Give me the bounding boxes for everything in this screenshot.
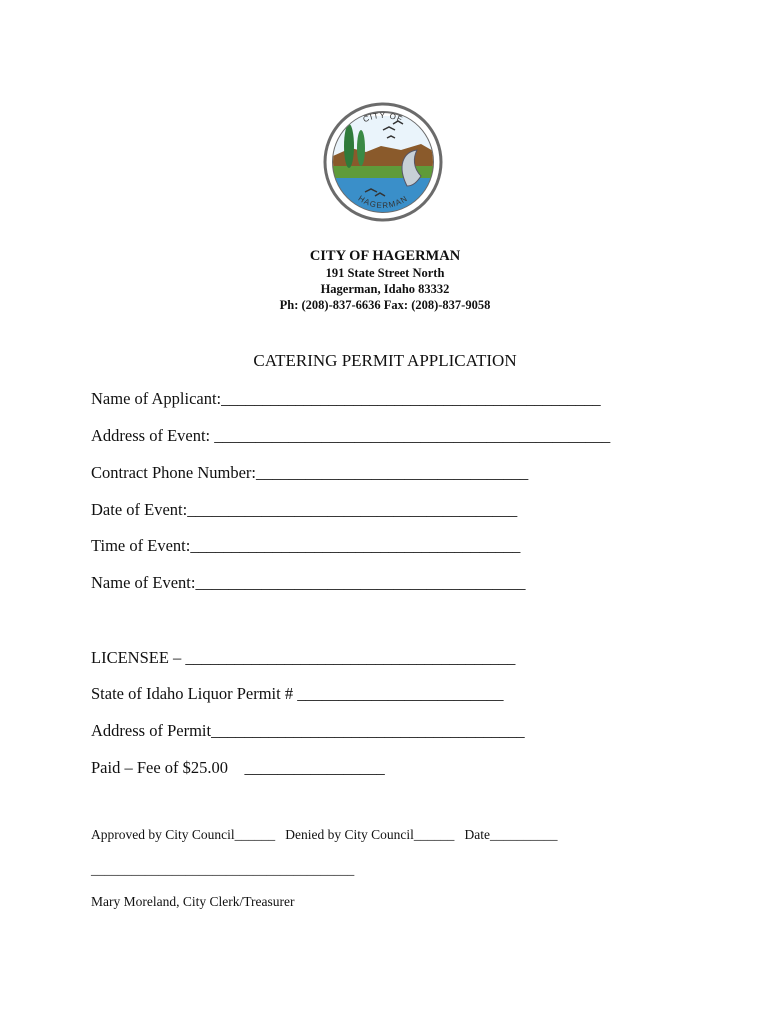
event-date-field [91,500,517,520]
tree-icon [344,124,354,168]
form-title: CATERING PERMIT APPLICATION [253,351,517,370]
signer-name: Mary Moreland, City Clerk/Treasurer [91,894,295,909]
city-seal-logo [321,96,445,226]
contract-phone-label: Contract Phone Number: [91,463,256,482]
letterhead-phone-fax: Ph: (208)-837-6636 Fax: (208)-837-9058 [279,298,491,312]
liquor-permit-label: State of Idaho Liquor Permit # [91,684,294,703]
liquor-permit-field [91,684,503,704]
applicant-name-blank[interactable]: ______________________________________________ [221,389,601,408]
event-name-field [91,573,525,593]
event-address-field [91,426,610,446]
letterhead-city-state-zip: Hagerman, Idaho 83332 [320,282,450,296]
event-name-blank[interactable]: ________________________________________ [195,573,526,592]
approved-blank[interactable]: ______ [234,827,276,842]
event-date-blank[interactable]: ________________________________________ [187,500,518,519]
event-time-field [91,536,520,556]
denied-blank[interactable]: ______ [413,827,455,842]
fee-field [91,758,385,778]
applicant-name-field [91,389,601,409]
licensee-label: LICENSEE – [91,648,182,667]
fee-blank[interactable]: _________________ [244,758,385,777]
signature-line[interactable]: _______________________________________ [91,862,355,877]
licensee-blank[interactable]: ________________________________________ [185,648,516,667]
fee-label: Paid – Fee of $25.00 [91,758,229,777]
denied-label: Denied by City Council [285,827,414,842]
event-date-label: Date of Event: [91,500,188,519]
event-time-label: Time of Event: [91,536,191,555]
seal-arc-top-text: CITY OF [361,110,405,125]
permit-address-blank[interactable]: ______________________________________ [211,721,525,740]
letterhead-street: 191 State Street North [325,266,445,280]
permit-address-label: Address of Permit [91,721,212,740]
licensee-field [91,648,515,668]
seal-arc-bottom-text: HAGERMAN [356,193,410,211]
event-address-blank[interactable]: ________________________________________________ [214,426,611,445]
event-address-label: Address of Event: [91,426,211,445]
approval-date-blank[interactable]: __________ [489,827,558,842]
tree-icon [357,130,365,166]
event-time-blank[interactable]: ________________________________________ [190,536,521,555]
approval-date-label: Date [464,827,490,842]
event-name-label: Name of Event: [91,573,196,592]
contract-phone-field [91,463,528,483]
liquor-permit-blank[interactable]: _________________________ [297,684,504,703]
approval-row [91,827,557,843]
contract-phone-blank[interactable]: _________________________________ [255,463,529,482]
applicant-name-label: Name of Applicant: [91,389,222,408]
permit-address-field [91,721,525,741]
approved-label: Approved by City Council [91,827,235,842]
letterhead-city-name: CITY OF HAGERMAN [309,248,461,264]
